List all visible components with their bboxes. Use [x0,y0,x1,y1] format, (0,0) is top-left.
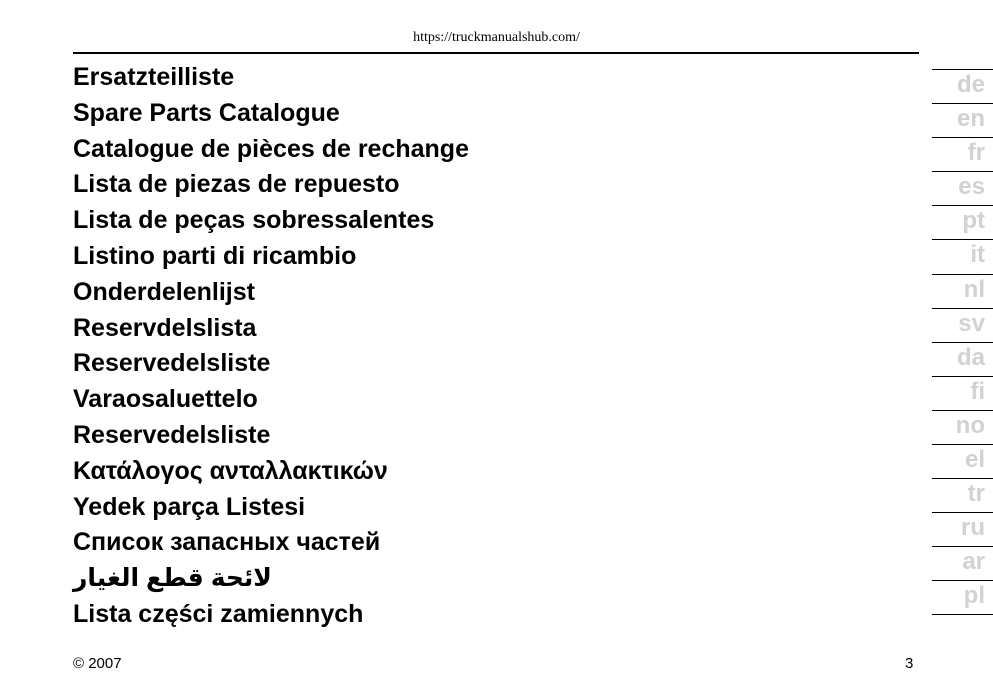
catalogue-title-list [73,60,469,633]
title-tr: Yedek parça Listesi [73,492,306,521]
header-rule [73,52,919,54]
title-it: Listino parti di ricambio [73,241,357,270]
title-ar: لائحة قطع الغيار [73,564,272,593]
tab-pl[interactable]: pl [932,580,993,614]
title-pl: Lista części zamiennych [73,599,364,628]
copyright-notice: © 2007 [73,655,122,672]
tab-tr[interactable]: tr [932,478,993,512]
title-fi: Varaosaluettelo [73,385,258,414]
title-pt: Lista de peças sobressalentes [73,206,435,235]
page-number: 3 [905,655,914,672]
tab-es[interactable]: es [932,171,993,205]
tab-nl[interactable]: nl [932,274,993,308]
tab-no[interactable]: no [932,410,993,444]
title-es: Lista de piezas de repuesto [73,170,400,199]
tab-ar[interactable]: ar [932,546,993,580]
tab-fr[interactable]: fr [932,137,993,171]
title-da: Reservedelsliste [73,349,271,378]
source-url: https://truckmanualshub.com/ [413,30,580,45]
tab-sv[interactable]: sv [932,308,993,342]
title-el: Κατάλογος ανταλλακτικών [73,456,388,485]
title-no: Reservedelsliste [73,420,271,449]
tab-da[interactable]: da [932,342,993,376]
tab-de[interactable]: de [932,69,993,103]
title-sv: Reservdelslista [73,313,257,342]
tab-ru[interactable]: ru [932,512,993,546]
title-en: Spare Parts Catalogue [73,98,340,127]
tab-it[interactable]: it [932,239,993,273]
title-fr: Catalogue de pièces de rechange [73,134,469,163]
title-ru: Список запасных частей [73,528,381,557]
tab-el[interactable]: el [932,444,993,478]
title-nl: Onderdelenlijst [73,277,255,306]
tab-pt[interactable]: pt [932,205,993,239]
tab-fi[interactable]: fi [932,376,993,410]
language-tab-index [932,69,993,615]
title-de: Ersatzteilliste [73,63,235,91]
tab-en[interactable]: en [932,103,993,137]
